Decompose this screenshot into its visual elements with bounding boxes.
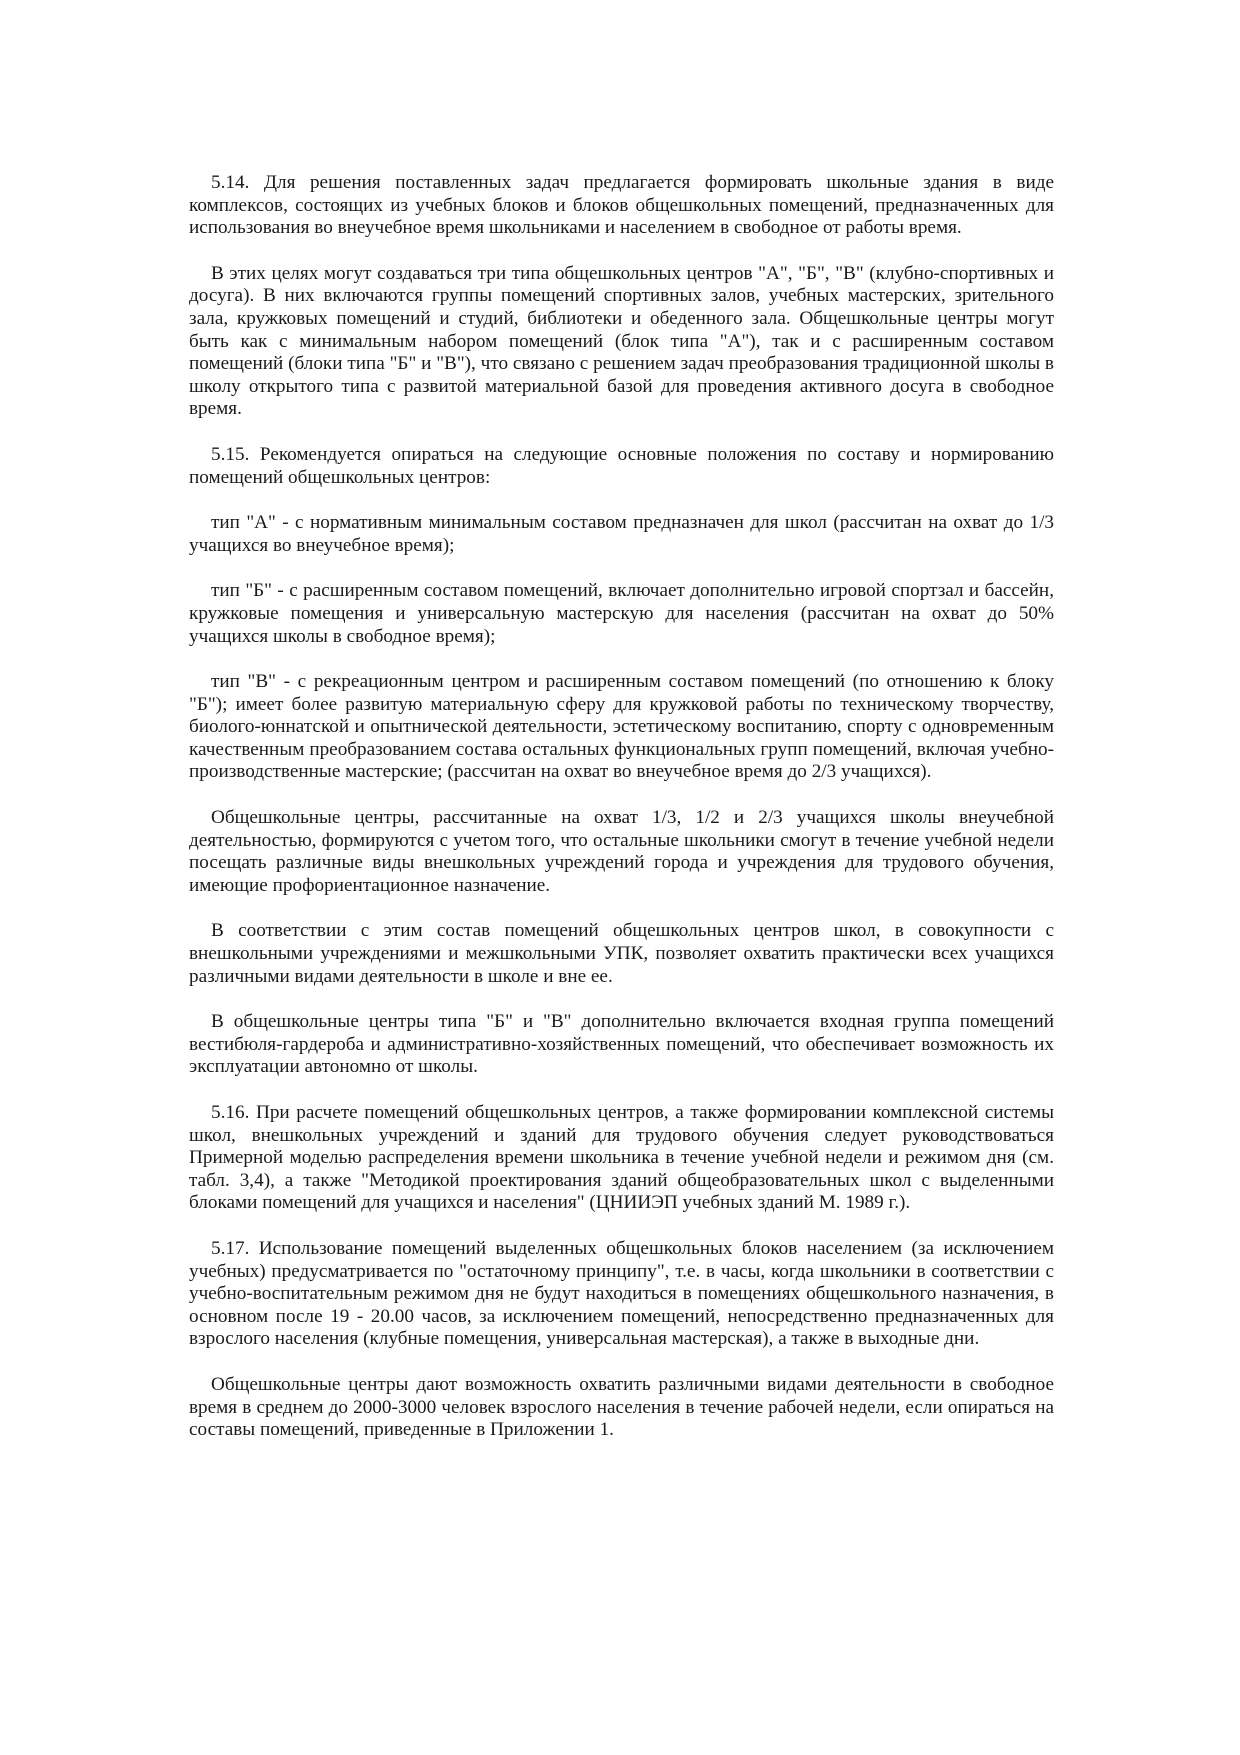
paragraph-5-14: 5.14. Для решения поставленных задач предлагается формировать школьные здания в виде комплексов, состоящих из учебных блоков и блоков общешкольных помещений, предназначенных для использования во внеучебное время школьниками и населением в свободное от работы время. (189, 172, 1054, 239)
paragraph-center-types: В этих целях могут создаваться три типа общешкольных центров "А", "Б", "В" (клубно-спортивных и досуга). В них включаются группы помещений спортивных залов, учебных мастерских, зрительного зала, кружковых помещений и студий, библиотеки и обеденного зала. Общешкольные центры могут быть как с минимальным набором помещений (блок типа "А"), так и с расширенным составом помещений (блоки типа "Б" и "В"), что связано с решением задач преобразования традиционной школы в школу открытого типа с развитой материальной базой для проведения активного досуга в свободное время. (189, 262, 1054, 420)
paragraph-type-a: тип "А" - с нормативным минимальным составом предназначен для школ (рассчитан на охват до 1/3 учащихся во внеучебное время); (189, 512, 1054, 556)
paragraph-entrance-group: В общешкольные центры типа "Б" и "В" дополнительно включается входная группа помещений вестибюля-гардероба и административно-хозяйственных помещений, что обеспечивает возможность их эксплуатации автономно от школы. (189, 1011, 1054, 1078)
paragraph-5-17: 5.17. Использование помещений выделенных общешкольных блоков населением (за исключением учебных) предусматривается по "остаточному принципу", т.е. в часы, когда школьники в соответствии с учебно-воспитательным режимом дня не будут находиться в помещениях общешкольного назначения, в основном после 19 - 20.00 часов, за исключением помещений, непосредственно предназначенных для взрослого населения (клубные помещения, универсальная мастерская), а также в выходные дни. (189, 1237, 1054, 1350)
paragraph-composition: В соответствии с этим состав помещений общешкольных центров школ, в совокупности с внешкольными учреждениями и межшкольными УПК, позволяет охватить практически всех учащихся различными видами деятельности в школе и вне ее. (189, 920, 1054, 987)
paragraph-coverage: Общешкольные центры, рассчитанные на охват 1/3, 1/2 и 2/3 учащихся школы внеучебной деятельностью, формируются с учетом того, что остальные школьники смогут в течение учебной недели посещать различные виды внешкольных учреждений города и учреждения для трудового обучения, имеющие профориентационное назначение. (189, 807, 1054, 896)
paragraph-adult-coverage: Общешкольные центры дают возможность охватить различными видами деятельности в свободное время в среднем до 2000-3000 человек взрослого населения в течение рабочей недели, если опираться на составы помещений, приведенные в Приложении 1. (189, 1373, 1054, 1441)
paragraph-5-15: 5.15. Рекомендуется опираться на следующие основные положения по составу и нормированию помещений общешкольных центров: (189, 443, 1054, 488)
paragraph-5-16: 5.16. При расчете помещений общешкольных центров, а также формировании комплексной системы школ, внешкольных учреждений и зданий для трудового обучения следует руководствоваться Примерной моделью распределения времени школьника в течение учебной недели и режимом дня (см. табл. 3,4), а также "Методикой проектирования зданий общеобразовательных школ с выделенными блоками помещений для учащихся и населения" (ЦНИИЭП учебных зданий М. 1989 г.). (189, 1102, 1054, 1214)
paragraph-type-v: тип "В" - с рекреационным центром и расширенным составом помещений (по отношению к блоку "Б"); имеет более развитую материальную сферу для кружковой работы по техническому творчеству, биолого-юннатской и опытнической деятельности, эстетическому воспитанию, спорту с одновременным качественным преобразованием состава остальных функциональных групп помещений, включая учебно-производственные мастерские; (рассчитан на охват во внеучебное время до 2/3 учащихся). (189, 671, 1054, 783)
document-page (189, 172, 1054, 1465)
paragraph-type-b: тип "Б" - с расширенным составом помещений, включает дополнительно игровой спортзал и бассейн, кружковые помещения и универсальную мастерскую для населения (рассчитан на охват до 50% учащихся школы в свободное время); (189, 580, 1054, 647)
